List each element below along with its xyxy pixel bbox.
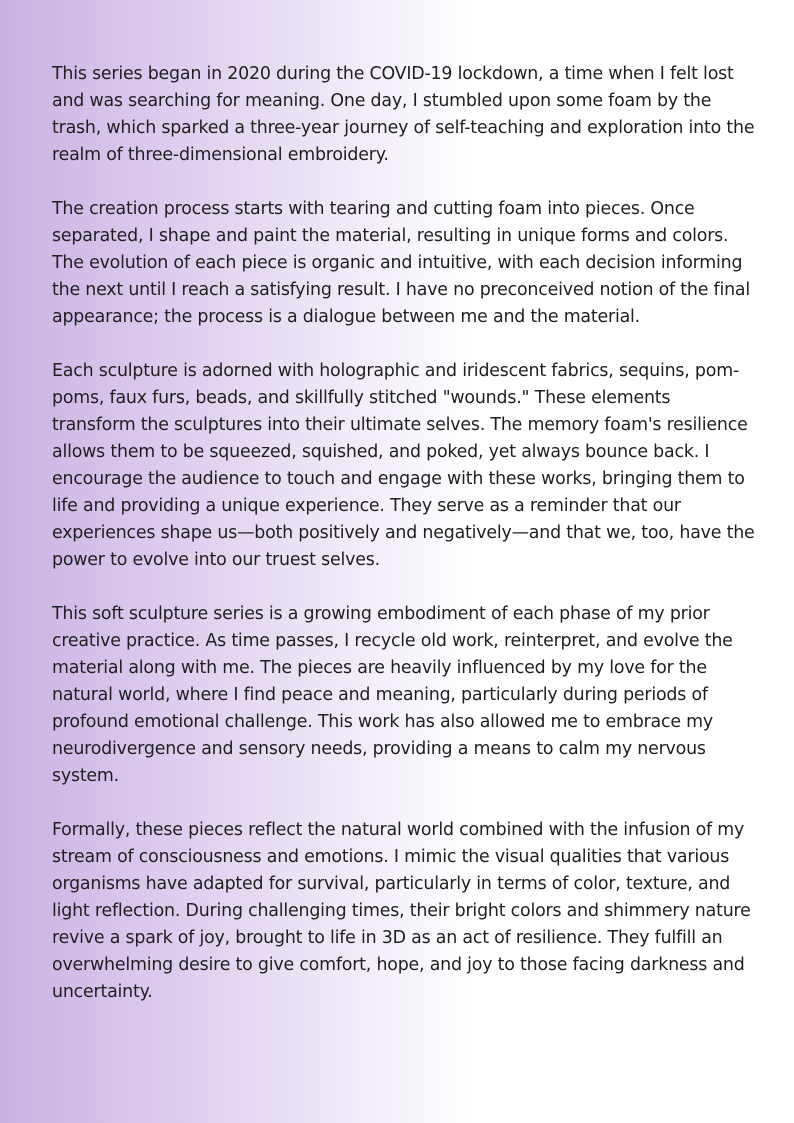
paragraph-process: The creation process starts with tearing and cutting foam into pieces. Once separated, I shape and paint the material, resulting in unique forms and colors. The evolution of each piece is organic and intuitive, with each decision informing the next until I reach a satisfying result. I have no preconceived notion of the final appearance; the process is a dialogue between me and the material. bbox=[52, 199, 751, 327]
paragraph-materials: Each sculpture is adorned with holographic and iridescent fabrics, sequins, pom-poms, faux furs, beads, and skillfully stitched "wounds." These elements transform the sculptures into their ultimate selves. The memory foam's resilience allows them to be squeezed, squished, and poked, yet always bounce back. I encourage the audience to touch and engage with these works, bringing them to life and providing a unique experience. They serve as a reminder that our experiences shape us—both positively and negatively—and that we, too, have the power to evolve into our truest selves. bbox=[52, 361, 755, 570]
paragraph-origin: This series began in 2020 during the COVID-19 lockdown, a time when I felt lost and was searching for meaning. One day, I stumbled upon some foam by the trash, which sparked a three-year journey of self-teaching and exploration into the realm of three-dimensional embroidery. bbox=[52, 64, 755, 165]
paragraph-form: Formally, these pieces reflect the natural world combined with the infusion of my stream of consciousness and emotions. I mimic the visual qualities that various organisms have adapted for survival, particularly in terms of color, texture, and light reflection. During challenging times, their bright colors and shimmery nature revive a spark of joy, brought to life in 3D as an act of resilience. They fulfill an overwhelming desire to give comfort, hope, and joy to those facing darkness and uncertainty. bbox=[52, 820, 751, 1002]
paragraph-practice: This soft sculpture series is a growing embodiment of each phase of my prior creative practice. As time passes, I recycle old work, reinterpret, and evolve the material along with me. The pieces are heavily influenced by my love for the natural world, where I find peace and meaning, particularly during periods of profound emotional challenge. This work has also allowed me to embrace my neurodivergence and sensory needs, providing a means to calm my nervous system. bbox=[52, 604, 733, 786]
artist-statement bbox=[52, 61, 756, 1033]
